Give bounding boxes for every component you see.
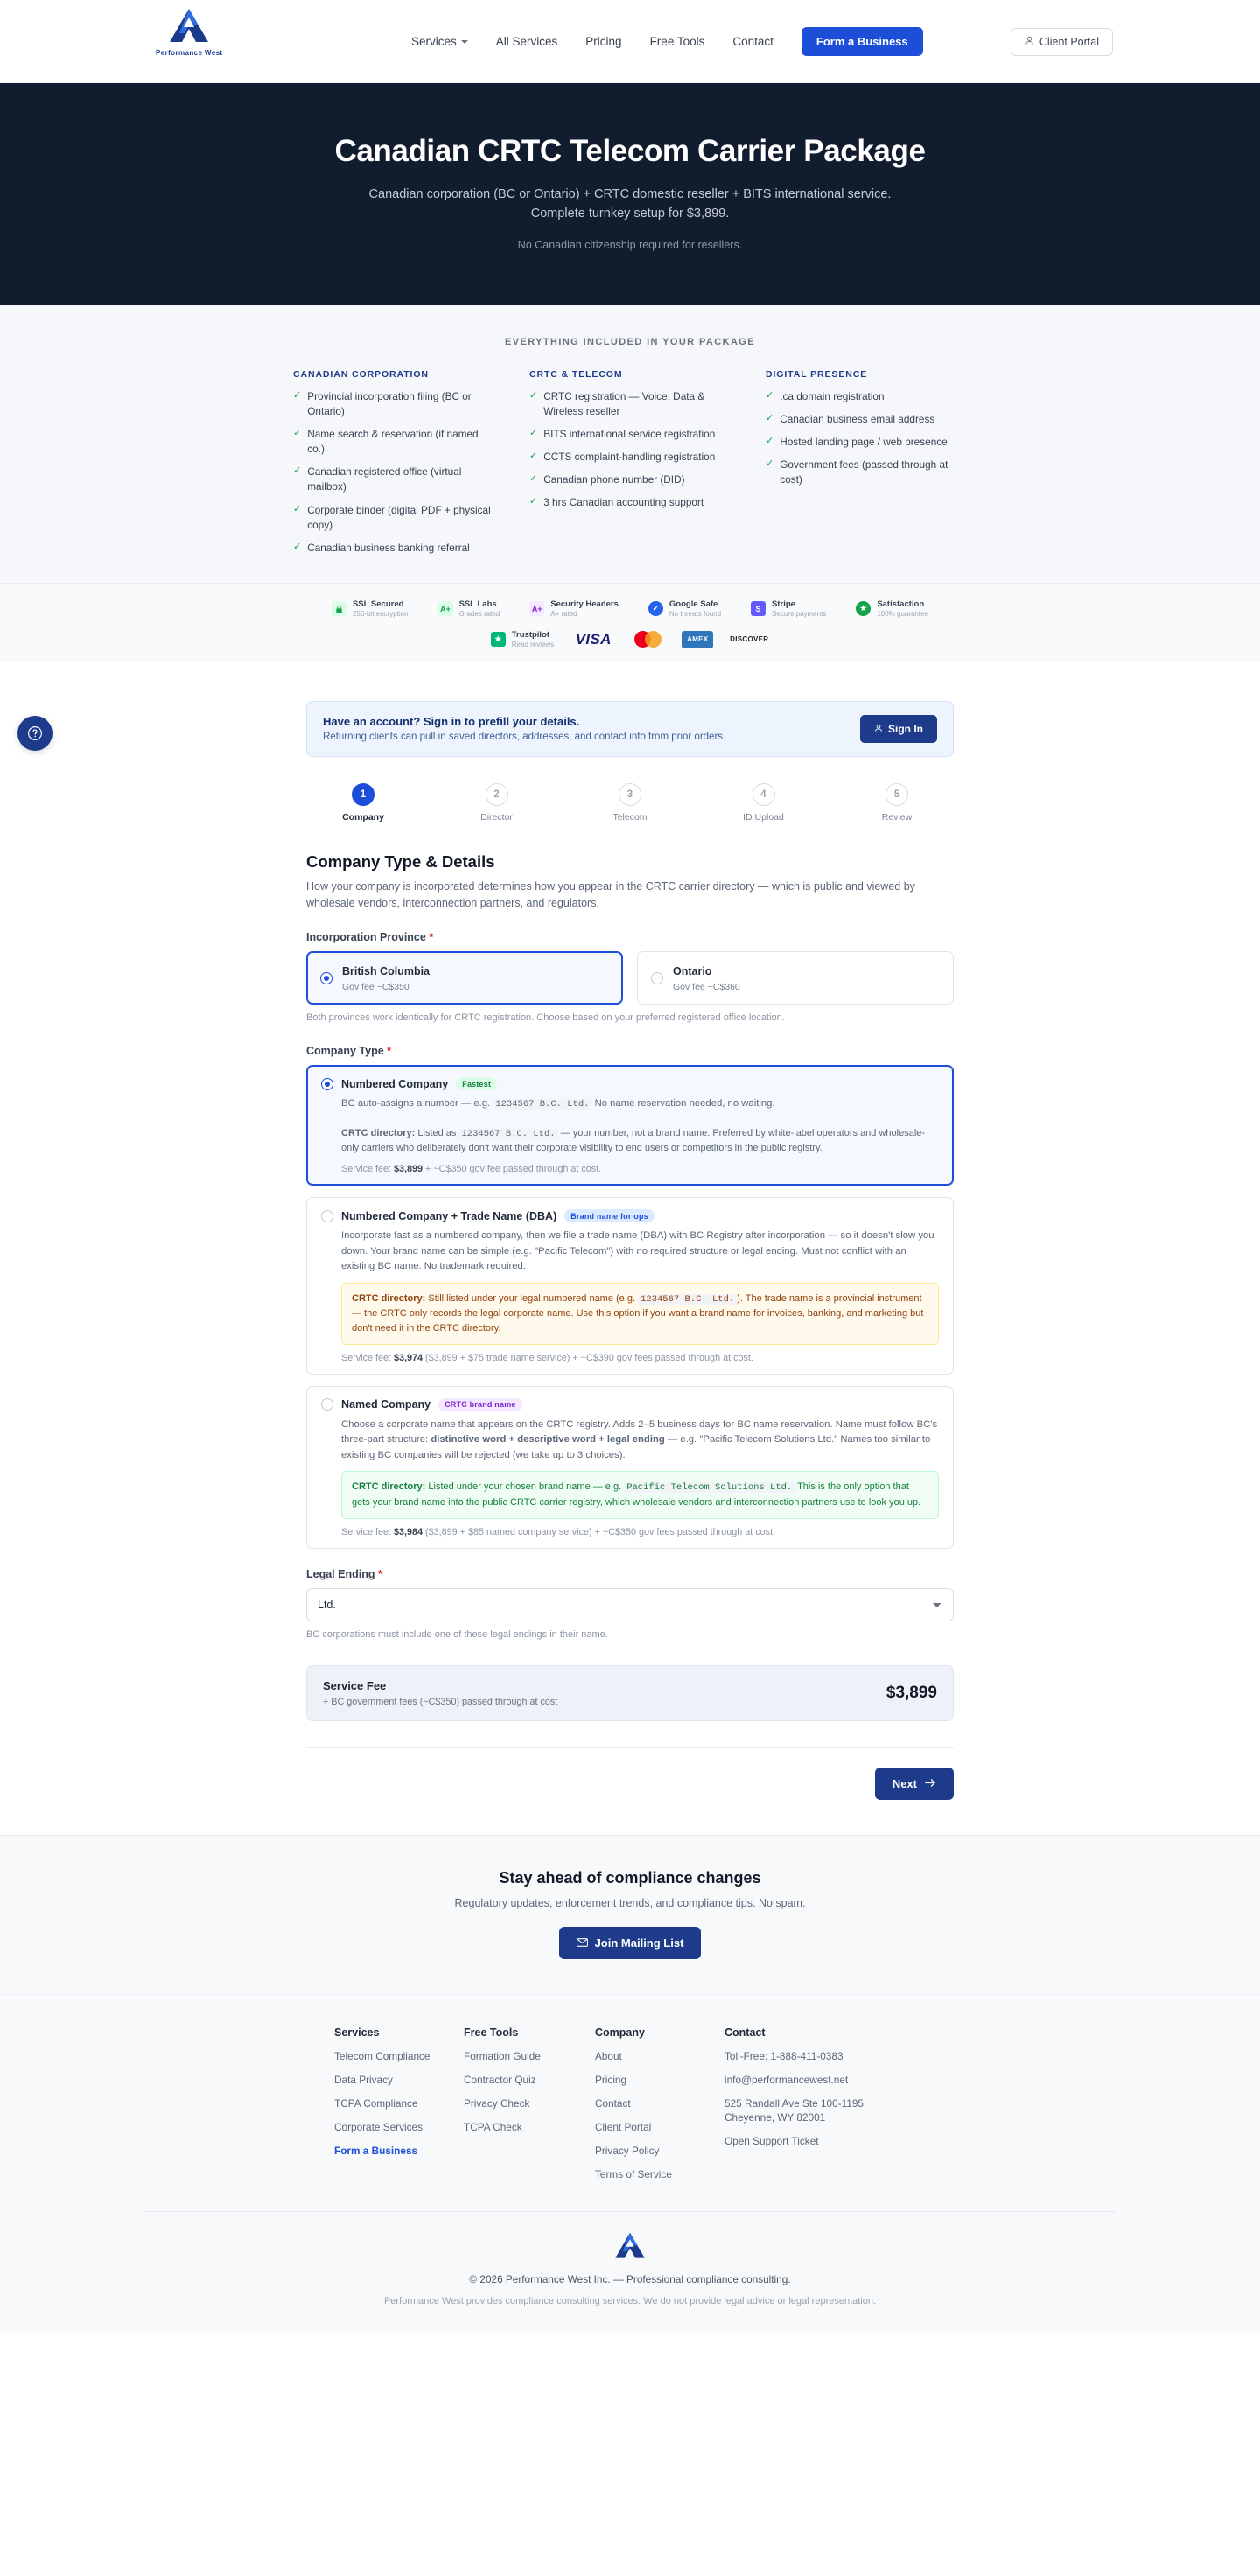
package-item-label: Canadian registered office (virtual mailbox)	[307, 466, 462, 494]
order-form-section	[0, 662, 1260, 1835]
footer-email[interactable]: info@performancewest.net	[724, 2073, 849, 2086]
footer-column-services	[334, 2026, 464, 2192]
trust-badge-ssl-labs	[438, 599, 500, 619]
province-hint: Both provinces work identically for CRTC registration. Choose based on your preferred registered office location.	[306, 1012, 785, 1024]
check-icon: ✓	[529, 451, 538, 462]
security-headers-icon: A+	[529, 601, 544, 616]
site-logo[interactable]	[156, 7, 223, 57]
footer-phone: Toll-Free: 1-888-411-0383	[724, 2049, 844, 2062]
package-item	[529, 427, 731, 442]
package-heading: EVERYTHING INCLUDED IN YOUR PACKAGE	[505, 336, 755, 347]
hero-section	[0, 83, 1260, 305]
legal-disclaimer: Performance West provides compliance consulting services. We do not provide legal advice or legal representation.	[383, 2295, 877, 2306]
trust-badge-sub: Grades rated	[458, 609, 500, 618]
option-badge: Brand name for ops	[564, 1209, 654, 1222]
footer-link[interactable]: Corporate Services	[334, 2120, 423, 2133]
top-navbar	[0, 0, 1260, 83]
nav-item-free-tools[interactable]: Free Tools	[649, 35, 705, 48]
form-actions	[306, 1768, 954, 1800]
trust-badge-title: Satisfaction	[877, 598, 925, 609]
footer-link[interactable]: Client Portal	[595, 2120, 652, 2133]
order-form	[306, 701, 954, 1800]
logo-wordmark: Performance West	[156, 49, 223, 57]
package-column-title: CRTC & TELECOM	[529, 368, 623, 380]
step-number: 5	[886, 783, 908, 806]
company-type-option-named[interactable]	[306, 1386, 954, 1549]
step-company[interactable]	[315, 783, 411, 822]
option-desc-suffix: No name reservation needed, no waiting.	[592, 1098, 775, 1110]
footer-column-title: Contact	[724, 2026, 766, 2039]
trust-badge-sub: Secure payments	[772, 609, 827, 618]
user-icon	[1025, 36, 1034, 48]
footer-logo	[0, 2231, 1260, 2261]
page-title: Canadian CRTC Telecom Carrier Package	[334, 134, 926, 168]
form-divider	[306, 1747, 954, 1748]
trust-badge-satisfaction	[856, 599, 928, 619]
nav-right	[1011, 0, 1113, 83]
trust-badge-stripe	[751, 599, 826, 619]
package-item-label: Provincial incorporation filing (BC or Ontario)	[307, 389, 472, 418]
option-callout	[341, 1283, 939, 1345]
footer-link[interactable]: Privacy Policy	[595, 2144, 660, 2157]
option-callout	[341, 1471, 939, 1518]
trust-badge-sub: 100% guarantee	[877, 609, 929, 618]
stripe-icon: S	[751, 601, 766, 616]
package-item	[766, 389, 967, 404]
option-header	[321, 1209, 939, 1222]
trust-badge-title: Security Headers	[550, 598, 619, 609]
footer-link[interactable]: Data Privacy	[334, 2073, 393, 2086]
legal-ending-field-label	[306, 1568, 954, 1580]
company-type-option-dba[interactable]	[306, 1197, 954, 1375]
next-label: Next	[892, 1776, 917, 1790]
site-footer	[0, 1994, 1260, 2333]
check-icon: ✓	[293, 466, 302, 477]
nav-item-contact[interactable]: Contact	[732, 35, 774, 48]
option-desc-prefix: Choose a corporate name that appears on the CRTC registry. Adds 2–5 business days for BC name reservation. Name must follow BC's three-part structure:	[341, 1418, 938, 1446]
footer-link-form-a-business[interactable]: Form a Business	[334, 2144, 418, 2157]
sign-in-label: Sign In	[888, 722, 923, 735]
arrow-right-icon	[925, 1777, 936, 1790]
package-item	[529, 495, 731, 510]
fee-post: + ~C$350 gov fee passed through at cost.	[423, 1164, 602, 1175]
trust-badge-ssl-secured	[332, 599, 409, 619]
option-description	[341, 1418, 939, 1464]
package-item-label: Hosted landing page / web presence	[780, 436, 948, 449]
trust-badge-title: Stripe	[772, 598, 795, 609]
footer-link[interactable]: Telecom Compliance	[334, 2049, 430, 2062]
step-director[interactable]	[449, 783, 545, 822]
option-badge: Fastest	[456, 1077, 497, 1090]
callout-mono: 1234567 B.C. Ltd.	[458, 1129, 557, 1139]
package-column-telecom	[529, 369, 731, 564]
trust-bar	[0, 584, 1260, 662]
footer-link[interactable]: Formation Guide	[464, 2049, 541, 2062]
footer-column-title: Free Tools	[464, 2026, 519, 2039]
province-fee: Gov fee ~C$360	[673, 982, 740, 993]
nav-item-all-services[interactable]: All Services	[495, 35, 558, 48]
step-number: 4	[752, 783, 775, 806]
company-type-option-numbered[interactable]	[306, 1065, 954, 1186]
check-icon: ✓	[766, 413, 774, 424]
option-description	[341, 1096, 939, 1112]
package-item	[293, 503, 494, 533]
step-label: Review	[881, 811, 913, 822]
trust-badge-google-safe	[648, 599, 721, 619]
option-desc-mono: 1234567 B.C. Ltd.	[493, 1099, 592, 1110]
province-option-bc[interactable]	[306, 951, 623, 1004]
envelope-icon	[577, 1936, 588, 1950]
ssl-labs-icon: A+	[438, 601, 453, 616]
mailing-list-section	[0, 1835, 1260, 1994]
legal-ending-label-text: Legal Ending	[306, 1567, 375, 1580]
step-review[interactable]	[849, 783, 945, 822]
callout-mono: Pacific Telecom Solutions Ltd.	[624, 1482, 794, 1493]
footer-column-title: Services	[334, 2026, 380, 2039]
footer-link[interactable]: Contact	[595, 2096, 631, 2110]
province-name: British Columbia	[342, 965, 430, 978]
client-portal-button[interactable]	[1011, 28, 1113, 56]
visa-icon: VISA	[575, 630, 612, 648]
nav-links	[411, 0, 923, 83]
footer-column-contact	[724, 2026, 926, 2192]
radio-icon[interactable]	[321, 1398, 333, 1410]
lock-icon	[332, 601, 346, 616]
mailing-title: Stay ahead of compliance changes	[499, 1868, 761, 1886]
province-label-text: Incorporation Province	[306, 931, 426, 944]
step-number: 1	[352, 783, 374, 806]
payment-logos	[0, 630, 1260, 649]
step-telecom[interactable]	[582, 783, 678, 822]
trustpilot-badge[interactable]	[491, 630, 554, 649]
step-label: Company	[342, 811, 384, 822]
callout-label: CRTC directory:	[352, 1481, 426, 1493]
package-item-label: Canadian phone number (DID)	[543, 473, 685, 486]
package-column-digital	[766, 369, 967, 564]
footer-bottom	[0, 2212, 1260, 2333]
option-title: Numbered Company	[341, 1077, 449, 1090]
option-badge: CRTC brand name	[438, 1398, 522, 1411]
amex-icon: AMEX	[682, 631, 713, 648]
check-icon: ✓	[293, 541, 302, 552]
step-number: 3	[619, 783, 641, 806]
footer-link[interactable]: Pricing	[595, 2073, 627, 2086]
callout-mono: 1234567 B.C. Ltd.	[638, 1294, 737, 1305]
required-marker: *	[374, 1567, 382, 1580]
company-type-field-label	[306, 1045, 954, 1057]
company-type-label-text: Company Type	[306, 1045, 384, 1058]
package-columns	[0, 369, 1260, 564]
package-item	[293, 427, 494, 457]
user-icon	[874, 723, 883, 735]
hero-note: No Canadian citizenship required for resellers.	[517, 238, 743, 251]
package-item	[766, 412, 967, 427]
fee-amount: $3,974	[394, 1352, 424, 1363]
package-item	[293, 465, 494, 494]
satisfaction-icon: ★	[856, 601, 871, 616]
footer-support-ticket-link[interactable]: Open Support Ticket	[724, 2134, 819, 2147]
footer-link[interactable]: Contractor Quiz	[464, 2073, 536, 2086]
check-icon: ✓	[293, 428, 302, 439]
trust-badge-sub: A+ rated	[550, 609, 578, 618]
trust-badge-sub: No threats found	[668, 609, 722, 618]
callout-post: ). The trade name is a provincial instrument — the CRTC only records the legal corporate name. Use this option if you want a brand name for invoices, banking, and marketing but don't need it in the CRTC directory.	[352, 1292, 924, 1334]
client-portal-label: Client Portal	[1039, 35, 1099, 48]
legal-ending-hint: BC corporations must include one of these legal endings in their name.	[306, 1628, 608, 1640]
step-label: Director	[480, 811, 513, 822]
trust-badge-title: SSL Secured	[352, 598, 404, 609]
package-item-label: CRTC registration — Voice, Data & Wireless reseller	[543, 389, 705, 418]
required-marker: *	[425, 931, 434, 944]
join-mailing-list-button[interactable]	[559, 1927, 702, 1959]
form-section-title: Company Type & Details	[306, 851, 495, 871]
discover-icon: DISCOVER	[730, 635, 769, 644]
province-field-label	[306, 931, 954, 943]
option-desc-prefix: BC auto-assigns a number — e.g.	[341, 1098, 494, 1110]
package-item-label: CCTS complaint-handling registration	[543, 451, 716, 464]
fee-post: ($3,899 + $75 trade name service) + ~C$390 gov fees passed through at cost.	[423, 1352, 753, 1363]
signin-prompt	[306, 701, 954, 757]
logo-icon	[167, 7, 211, 47]
callout-pre: Listed under your chosen brand name — e.g.	[425, 1481, 625, 1493]
signin-title: Have an account? Sign in to prefill your details.	[323, 715, 580, 729]
legal-ending-select[interactable]	[306, 1588, 954, 1621]
callout-label: CRTC directory:	[352, 1292, 426, 1304]
option-description: Incorporate fast as a numbered company, then we file a trade name (DBA) with BC Registry after incorporation — so it doesn't slow you down. Your brand name can be simple (e.g. "Pacific Telecom") with no required structure or legal ending. Must not conflict with an existing BC name. No trademark required.	[341, 1230, 934, 1272]
package-item	[293, 541, 494, 556]
service-fee-title: Service Fee	[323, 1678, 387, 1692]
trustpilot-title: Trustpilot	[511, 629, 550, 640]
radio-icon[interactable]	[320, 972, 332, 984]
chevron-down-icon	[461, 40, 468, 44]
package-item-label: Government fees (passed through at cost)	[780, 458, 948, 486]
trust-badge-sub: 256-bit encryption	[352, 609, 409, 618]
step-label: Telecom	[612, 811, 648, 822]
province-fee: Gov fee ~C$350	[342, 982, 410, 993]
step-label: ID Upload	[743, 811, 784, 822]
form-a-business-button[interactable]: Form a Business	[802, 27, 923, 56]
check-icon: ✓	[766, 389, 774, 401]
trust-badge-security-headers	[529, 599, 619, 619]
service-fee-summary	[306, 1665, 954, 1721]
copyright-text: © 2026 Performance West Inc. — Professional compliance consulting.	[469, 2272, 791, 2286]
service-fee-amount: $3,899	[886, 1683, 937, 1702]
footer-address-line1: 525 Randall Ave Ste 100-1195	[724, 2096, 864, 2110]
fee-amount: $3,984	[394, 1526, 424, 1537]
callout-pre: Still listed under your legal numbered name (e.g.	[425, 1292, 639, 1304]
package-item	[529, 450, 731, 465]
footer-link[interactable]: About	[595, 2049, 622, 2062]
check-icon: ✓	[529, 473, 538, 485]
google-safe-icon: ✓	[648, 601, 663, 616]
check-icon: ✓	[529, 428, 538, 439]
footer-link[interactable]: Terms of Service	[595, 2167, 672, 2180]
radio-icon[interactable]	[651, 972, 663, 984]
option-fee-line	[341, 1164, 939, 1174]
join-mailing-list-label: Join Mailing List	[594, 1936, 684, 1950]
package-item-label: Canadian business email address	[780, 413, 935, 426]
footer-column-free-tools	[464, 2026, 595, 2192]
province-options	[306, 951, 954, 1004]
package-item	[766, 458, 967, 487]
nav-item-services[interactable]	[411, 35, 468, 48]
package-item-label: 3 hrs Canadian accounting support	[543, 496, 704, 509]
check-icon: ✓	[529, 389, 538, 401]
required-marker: *	[383, 1045, 392, 1058]
package-item-label: BITS international service registration	[543, 428, 716, 441]
option-callout	[341, 1120, 939, 1156]
sign-in-button[interactable]	[860, 715, 937, 743]
province-name: Ontario	[673, 965, 712, 978]
check-icon: ✓	[766, 436, 774, 447]
service-fee-sub: + BC government fees (~C$350) passed through at cost	[323, 1696, 558, 1707]
package-item-label: .ca domain registration	[780, 389, 885, 402]
option-fee-line	[341, 1353, 939, 1363]
trust-badge-title: Google Safe	[668, 598, 718, 609]
fee-pre: Service fee:	[341, 1352, 395, 1363]
package-column-title: CANADIAN CORPORATION	[293, 368, 429, 380]
check-icon: ✓	[529, 496, 538, 508]
footer-link[interactable]: TCPA Compliance	[334, 2096, 418, 2110]
check-icon: ✓	[766, 458, 774, 470]
option-desc-suffix: — e.g. "Pacific Telecom Solutions Ltd." Names too similar to existing BC companies will be rejected (we take up to 3 choices).	[341, 1434, 931, 1460]
step-number: 2	[486, 783, 508, 806]
package-item-label: Corporate binder (digital PDF + physical copy)	[307, 503, 491, 531]
option-title: Numbered Company + Trade Name (DBA)	[341, 1209, 557, 1222]
callout-pre: Listed as	[415, 1127, 459, 1138]
callout-post: — your number, not a brand name. Preferred by white-label operators and wholesale-only carriers who deliberately don't want their corporate visibility to end users or competitors in the public registry.	[341, 1127, 926, 1153]
footer-column-company	[595, 2026, 724, 2192]
province-option-ontario[interactable]	[637, 951, 954, 1004]
hero-subtitle: Canadian corporation (BC or Ontario) + CRTC domestic reseller + BITS international service. Complete turnkey setup for $3,899.	[368, 187, 892, 221]
trustpilot-star-icon: ★	[491, 632, 506, 647]
mailing-subtitle: Regulatory updates, enforcement trends, and compliance tips. No spam.	[454, 1896, 806, 1909]
check-icon: ✓	[293, 389, 302, 401]
nav-item-services-label: Services	[411, 35, 457, 48]
option-desc-strong: distinctive word + descriptive word + legal ending	[430, 1434, 665, 1446]
progress-stepper	[315, 783, 945, 822]
package-column-corporation	[293, 369, 494, 564]
package-item	[766, 435, 967, 450]
trust-badge-title: SSL Labs	[458, 598, 497, 609]
fee-post: ($3,899 + $85 named company service) + ~C$350 gov fees passed through at cost.	[423, 1526, 776, 1537]
check-icon: ✓	[293, 503, 302, 514]
fee-pre: Service fee:	[341, 1526, 395, 1537]
callout-post: This is the only option that gets your brand name into the public CRTC carrier registry, which wholesale vendors and interconnection partners use to look you up.	[352, 1481, 921, 1508]
help-question-icon[interactable]	[18, 716, 52, 751]
next-button[interactable]	[875, 1768, 954, 1800]
callout-label: CRTC directory:	[341, 1127, 416, 1138]
fee-amount: $3,899	[394, 1164, 424, 1175]
package-item	[293, 389, 494, 419]
nav-item-pricing[interactable]: Pricing	[585, 35, 622, 48]
form-section-description: How your company is incorporated determines how you appear in the CRTC carrier directory — which is public and viewed by wholesale vendors, interconnection partners, and regulators.	[306, 879, 915, 909]
package-column-title: DIGITAL PRESENCE	[766, 368, 868, 380]
signin-subtitle: Returning clients can pull in saved directors, addresses, and contact info from prior orders.	[323, 732, 726, 743]
mastercard-icon	[633, 631, 666, 648]
step-id-upload[interactable]	[716, 783, 812, 822]
option-title: Named Company	[341, 1398, 431, 1411]
footer-link[interactable]: Privacy Check	[464, 2096, 530, 2110]
option-fee-line	[341, 1527, 939, 1537]
fee-pre: Service fee:	[341, 1164, 395, 1175]
radio-icon[interactable]	[321, 1210, 333, 1222]
trustpilot-sub: Read reviews	[511, 640, 555, 648]
option-header	[321, 1077, 939, 1090]
footer-column-title: Company	[595, 2026, 645, 2039]
package-item	[529, 389, 731, 419]
package-item-label: Name search & reservation (if named co.)	[307, 428, 479, 456]
option-header	[321, 1398, 939, 1411]
footer-columns	[0, 2026, 1260, 2192]
footer-link[interactable]: TCPA Check	[464, 2120, 522, 2133]
footer-address-line2: Cheyenne, WY 82001	[724, 2110, 826, 2124]
package-item-label: Canadian business banking referral	[307, 541, 470, 554]
radio-icon[interactable]	[321, 1078, 333, 1090]
trust-badges	[0, 599, 1260, 619]
package-section	[0, 305, 1260, 584]
package-item	[529, 472, 731, 487]
